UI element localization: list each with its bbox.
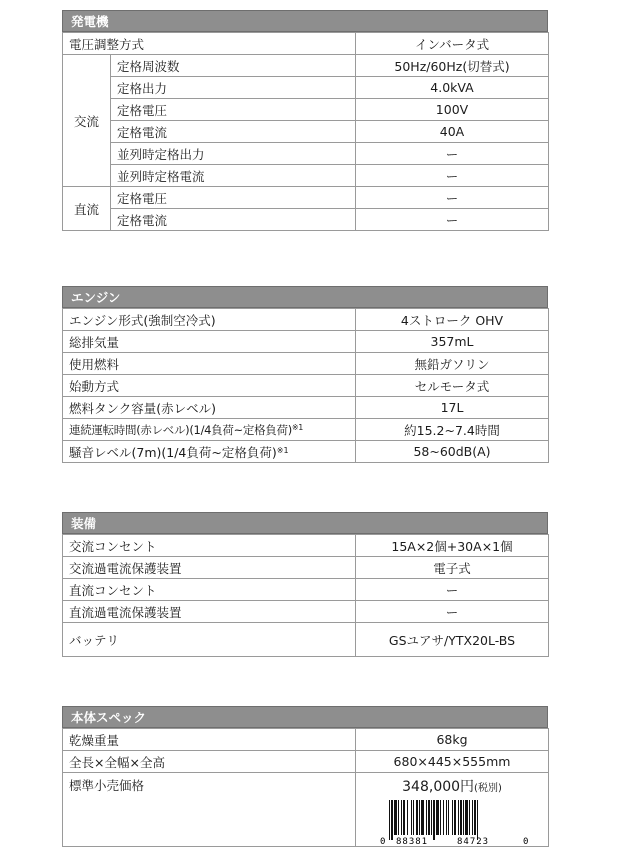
table-row bbox=[63, 55, 549, 77]
barcode-bar bbox=[469, 800, 470, 835]
table-row bbox=[63, 309, 549, 331]
table-row bbox=[63, 579, 549, 601]
row-label: 標準小売価格 bbox=[63, 773, 356, 847]
row-label: 定格電圧 bbox=[111, 99, 356, 121]
barcode-digit-right: 0 bbox=[523, 837, 529, 846]
barcode-bar bbox=[391, 800, 393, 840]
barcode-bar bbox=[454, 800, 456, 835]
engine-table bbox=[62, 308, 549, 463]
table-row bbox=[63, 397, 549, 419]
row-value: インバータ式 bbox=[356, 33, 549, 55]
row-label: 騒音レベル(7m)(1/4負荷~定格負荷) bbox=[69, 444, 277, 460]
barcode-bar bbox=[436, 800, 439, 835]
row-label: 燃料タンク容量(赤レベル) bbox=[63, 397, 356, 419]
table-row bbox=[63, 441, 549, 463]
barcode-bar bbox=[413, 800, 414, 835]
table-row bbox=[63, 375, 549, 397]
row-label: 交流過電流保護装置 bbox=[63, 557, 356, 579]
generator-section bbox=[62, 10, 548, 231]
row-value: 無鉛ガソリン bbox=[356, 353, 549, 375]
row-value: 50Hz/60Hz(切替式) bbox=[356, 55, 549, 77]
table-row bbox=[63, 209, 549, 231]
row-label-cell bbox=[63, 441, 356, 463]
table-row bbox=[63, 77, 549, 99]
row-value: 17L bbox=[356, 397, 549, 419]
row-label: 定格電流 bbox=[111, 209, 356, 231]
row-label: 乾燥重量 bbox=[63, 729, 356, 751]
barcode-bar bbox=[460, 800, 462, 835]
barcode-bars bbox=[389, 800, 478, 840]
table-row bbox=[63, 557, 549, 579]
row-label: 電圧調整方式 bbox=[63, 33, 356, 55]
barcode-bar bbox=[440, 800, 441, 835]
table-row bbox=[63, 729, 549, 751]
table-row bbox=[63, 331, 549, 353]
row-label: 総排気量 bbox=[63, 331, 356, 353]
barcode-bar bbox=[474, 800, 476, 835]
row-value: セルモータ式 bbox=[356, 375, 549, 397]
row-value: ー bbox=[356, 187, 549, 209]
engine-section bbox=[62, 286, 548, 463]
barcode-bar bbox=[443, 800, 444, 835]
body-spec-section-header: 本体スペック bbox=[62, 706, 548, 728]
table-row bbox=[63, 623, 549, 657]
row-label: 直流コンセント bbox=[63, 579, 356, 601]
row-label: 定格出力 bbox=[111, 77, 356, 99]
table-row bbox=[63, 751, 549, 773]
barcode-bar bbox=[458, 800, 459, 835]
row-value: 電子式 bbox=[356, 557, 549, 579]
equipment-table bbox=[62, 534, 549, 657]
barcode bbox=[380, 800, 530, 846]
barcode-bar bbox=[401, 800, 402, 835]
barcode-bar bbox=[472, 800, 473, 835]
row-label: 使用燃料 bbox=[63, 353, 356, 375]
row-value: ー bbox=[356, 165, 549, 187]
table-row bbox=[63, 419, 549, 441]
generator-table bbox=[62, 32, 549, 231]
footnote-mark: ※1 bbox=[276, 445, 289, 455]
row-label: 直流過電流保護装置 bbox=[63, 601, 356, 623]
ac-group-label: 交流 bbox=[63, 55, 111, 187]
barcode-digits-group2: 84723 bbox=[457, 837, 490, 846]
row-label: 始動方式 bbox=[63, 375, 356, 397]
barcode-bar bbox=[452, 800, 453, 835]
barcode-digits-group1: 88381 bbox=[396, 837, 429, 846]
row-value: 357mL bbox=[356, 331, 549, 353]
barcode-bar bbox=[428, 800, 430, 835]
table-row bbox=[63, 187, 549, 209]
barcode-bar bbox=[463, 800, 464, 835]
row-value: 約15.2~7.4時間 bbox=[356, 419, 549, 441]
row-value: 680×445×555mm bbox=[356, 751, 549, 773]
row-label-cell bbox=[63, 419, 356, 441]
table-row bbox=[63, 535, 549, 557]
barcode-digit-left: 0 bbox=[380, 837, 386, 846]
engine-section-header: エンジン bbox=[62, 286, 548, 308]
row-label: 定格電流 bbox=[111, 121, 356, 143]
table-row bbox=[63, 33, 549, 55]
row-value: ー bbox=[356, 143, 549, 165]
equipment-section bbox=[62, 512, 548, 657]
table-row bbox=[63, 121, 549, 143]
row-value: ー bbox=[356, 579, 549, 601]
row-label: バッテリ bbox=[63, 623, 356, 657]
row-value: 58~60dB(A) bbox=[356, 441, 549, 463]
barcode-bar bbox=[394, 800, 397, 835]
table-row bbox=[63, 353, 549, 375]
barcode-bar bbox=[403, 800, 405, 835]
barcode-bar bbox=[426, 800, 427, 835]
row-value: 4ストローク OHV bbox=[356, 309, 549, 331]
barcode-bar bbox=[448, 800, 449, 835]
row-label: 定格周波数 bbox=[111, 55, 356, 77]
row-value: 100V bbox=[356, 99, 549, 121]
barcode-bar bbox=[421, 800, 424, 835]
row-label: 全長×全幅×全高 bbox=[63, 751, 356, 773]
row-label: 並列時定格電流 bbox=[111, 165, 356, 187]
barcode-bar bbox=[431, 800, 432, 835]
barcode-bar bbox=[433, 800, 435, 840]
row-label: エンジン形式(強制空冷式) bbox=[63, 309, 356, 331]
barcode-bar bbox=[398, 800, 399, 835]
barcode-bar bbox=[477, 800, 478, 840]
dc-group-label: 直流 bbox=[63, 187, 111, 231]
barcode-bar bbox=[416, 800, 418, 835]
row-value: ー bbox=[356, 601, 549, 623]
row-label: 交流コンセント bbox=[63, 535, 356, 557]
row-value: 15A×2個+30A×1個 bbox=[356, 535, 549, 557]
table-row bbox=[63, 99, 549, 121]
barcode-bar bbox=[407, 800, 408, 835]
barcode-bar bbox=[465, 800, 468, 835]
barcode-bar bbox=[446, 800, 447, 835]
table-row bbox=[63, 165, 549, 187]
row-value: ー bbox=[356, 209, 549, 231]
generator-section-header: 発電機 bbox=[62, 10, 548, 32]
table-row bbox=[63, 601, 549, 623]
barcode-bar bbox=[411, 800, 412, 835]
row-value: GSユアサ/YTX20L-BS bbox=[356, 623, 549, 657]
row-label: 並列時定格出力 bbox=[111, 143, 356, 165]
row-label: 連続運転時間(赤レベル)(1/4負荷~定格負荷) bbox=[69, 422, 292, 437]
row-value: 40A bbox=[356, 121, 549, 143]
table-row bbox=[63, 143, 549, 165]
equipment-section-header: 装備 bbox=[62, 512, 548, 534]
row-value: 68kg bbox=[356, 729, 549, 751]
price-amount: 348,000円 bbox=[402, 779, 475, 795]
row-label: 定格電圧 bbox=[111, 187, 356, 209]
barcode-bar bbox=[419, 800, 420, 835]
barcode-bar bbox=[389, 800, 390, 840]
footnote-mark: ※1 bbox=[291, 422, 304, 432]
price-tax-note: (税別) bbox=[474, 783, 502, 794]
row-value: 4.0kVA bbox=[356, 77, 549, 99]
